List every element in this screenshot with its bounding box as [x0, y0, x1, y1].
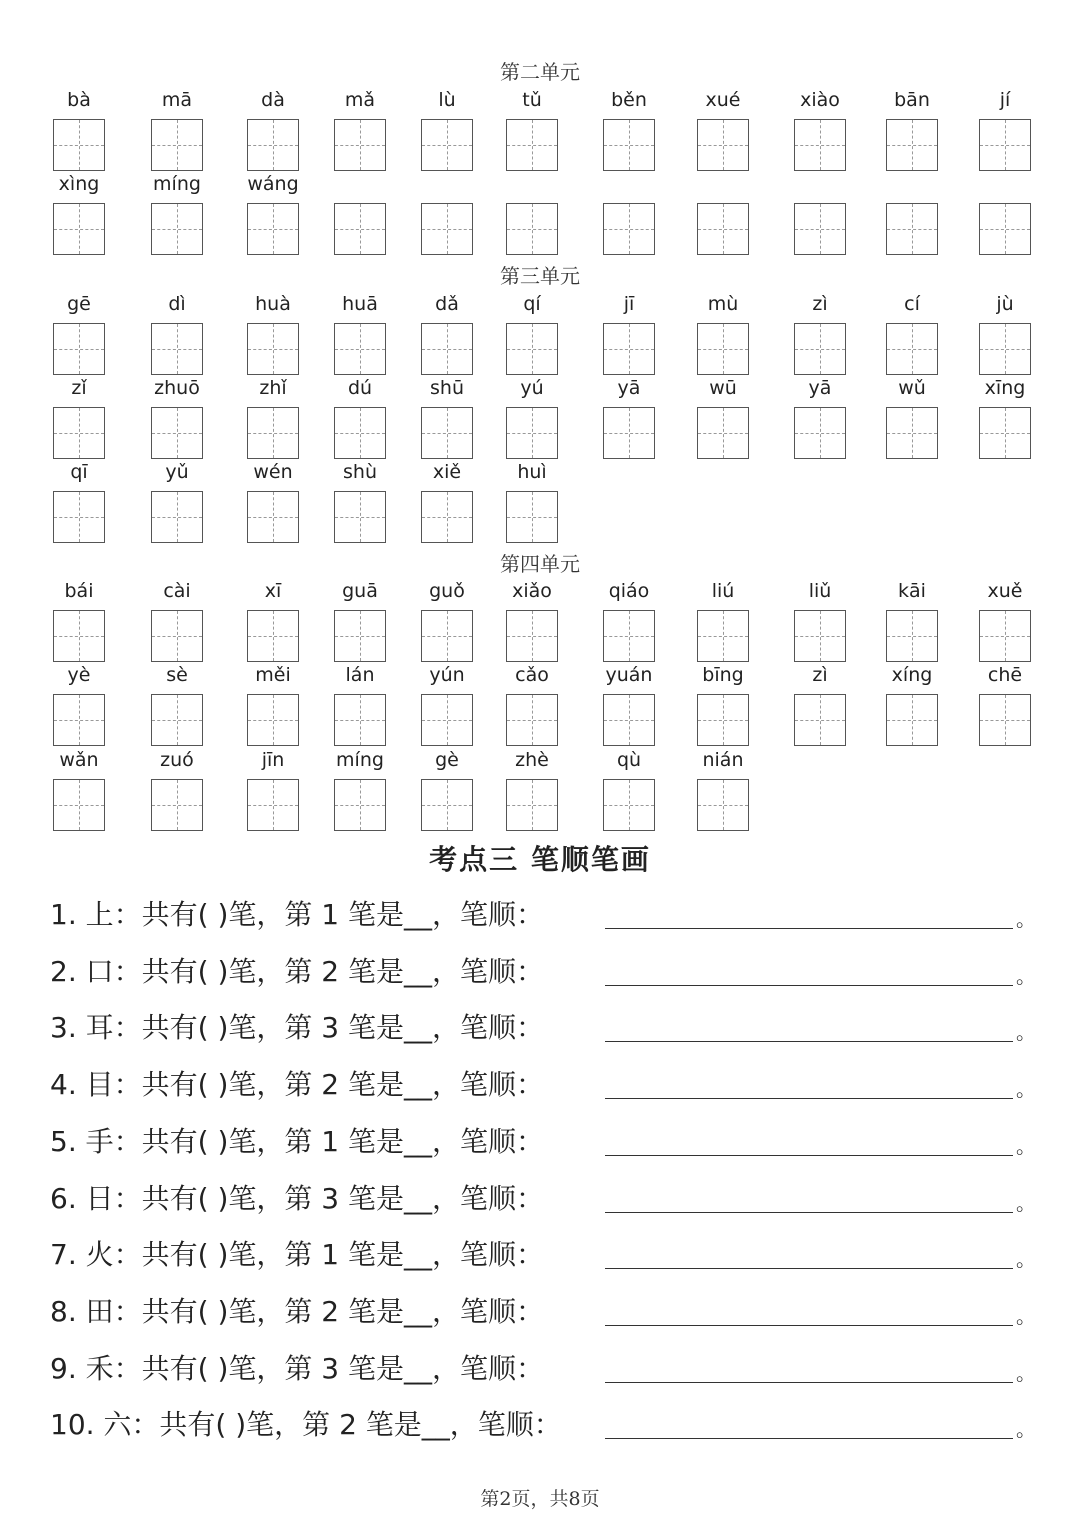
writing-box[interactable]	[421, 323, 473, 375]
writing-box[interactable]	[53, 203, 105, 255]
pinyin-label: dú	[347, 377, 373, 399]
pinyin-label: gè	[435, 749, 459, 771]
writing-box[interactable]	[794, 119, 846, 171]
writing-box[interactable]	[53, 119, 105, 171]
writing-box[interactable]	[506, 491, 558, 543]
writing-box[interactable]	[603, 694, 655, 746]
writing-box[interactable]	[506, 119, 558, 171]
writing-box[interactable]	[247, 779, 299, 831]
writing-box[interactable]	[979, 694, 1031, 746]
writing-box[interactable]	[421, 407, 473, 459]
pinyin-label: yǔ	[165, 461, 189, 483]
pinyin-label: yā	[617, 377, 641, 399]
pinyin-label: zhǐ	[259, 377, 287, 399]
writing-box[interactable]	[421, 610, 473, 662]
pinyin-label: bān	[894, 89, 930, 111]
writing-box[interactable]	[247, 491, 299, 543]
question-text: 1. 上：共有( )笔，第 1 笔是__，笔顺：	[50, 898, 544, 931]
pinyin-label: mā	[161, 89, 193, 111]
writing-box[interactable]	[603, 119, 655, 171]
writing-box[interactable]	[53, 323, 105, 375]
writing-box[interactable]	[53, 610, 105, 662]
pinyin-label: chē	[987, 664, 1023, 686]
pinyin-label: bà	[67, 89, 91, 111]
writing-box[interactable]	[697, 323, 749, 375]
writing-box[interactable]	[421, 203, 473, 255]
pinyin-label: běn	[611, 89, 647, 111]
pinyin-label: yú	[520, 377, 544, 399]
pinyin-label: wén	[253, 461, 293, 483]
page-footer: 第2页，共8页	[480, 1488, 600, 1510]
period: 。	[1016, 1247, 1036, 1272]
pinyin-label: dà	[261, 89, 285, 111]
pinyin-label: měi	[255, 664, 291, 686]
pinyin-label: cí	[904, 293, 920, 315]
pinyin-label: shù	[343, 461, 377, 483]
pinyin-label: dì	[168, 293, 186, 315]
period: 。	[1016, 1020, 1036, 1045]
period: 。	[1016, 1190, 1036, 1215]
answer-line[interactable]	[605, 1382, 1013, 1383]
pinyin-label: qiáo	[608, 580, 650, 602]
pinyin-label: wáng	[247, 173, 299, 195]
pinyin-label: wǔ	[898, 377, 926, 399]
pinyin-label: yún	[429, 664, 465, 686]
answer-line[interactable]	[605, 1212, 1013, 1213]
pinyin-label: qí	[523, 293, 541, 315]
period: 。	[1016, 1417, 1036, 1442]
writing-box[interactable]	[794, 323, 846, 375]
pinyin-label: bái	[64, 580, 94, 602]
period: 。	[1016, 1360, 1036, 1385]
writing-box[interactable]	[603, 610, 655, 662]
writing-box[interactable]	[53, 779, 105, 831]
pinyin-label: jí	[999, 89, 1011, 111]
pinyin-label: huà	[255, 293, 291, 315]
pinyin-label: dǎ	[435, 293, 459, 315]
writing-box[interactable]	[151, 610, 203, 662]
pinyin-label: xīng	[984, 377, 1026, 399]
writing-box[interactable]	[697, 407, 749, 459]
writing-box[interactable]	[979, 610, 1031, 662]
writing-box[interactable]	[979, 119, 1031, 171]
question-row	[50, 1292, 1036, 1332]
writing-box[interactable]	[334, 491, 386, 543]
pinyin-label: huā	[342, 293, 378, 315]
unit-title: 第二单元	[500, 60, 580, 84]
writing-box[interactable]	[794, 203, 846, 255]
pinyin-label: liǔ	[808, 580, 832, 602]
pinyin-label: mù	[707, 293, 739, 315]
writing-box[interactable]	[886, 610, 938, 662]
pinyin-label: jī	[623, 293, 635, 315]
writing-box[interactable]	[506, 694, 558, 746]
pinyin-label: liú	[711, 580, 735, 602]
writing-box[interactable]	[886, 119, 938, 171]
writing-box[interactable]	[334, 779, 386, 831]
pinyin-label: mǎ	[344, 89, 376, 111]
writing-box[interactable]	[421, 694, 473, 746]
writing-box[interactable]	[334, 203, 386, 255]
pinyin-label: xiě	[432, 461, 462, 483]
answer-line[interactable]	[605, 1098, 1013, 1099]
question-text: 5. 手：共有( )笔，第 1 笔是__，笔顺：	[50, 1124, 544, 1158]
writing-box[interactable]	[697, 119, 749, 171]
writing-box[interactable]	[151, 203, 203, 255]
writing-box[interactable]	[506, 610, 558, 662]
writing-box[interactable]	[506, 323, 558, 375]
writing-box[interactable]	[886, 694, 938, 746]
pinyin-label: zì	[812, 664, 828, 686]
pinyin-label: jīn	[261, 749, 285, 771]
answer-line[interactable]	[605, 1325, 1013, 1326]
writing-box[interactable]	[506, 779, 558, 831]
writing-box[interactable]	[247, 323, 299, 375]
writing-box[interactable]	[151, 491, 203, 543]
writing-box[interactable]	[247, 694, 299, 746]
pinyin-label: lán	[345, 664, 375, 686]
pinyin-label: yuán	[605, 664, 653, 686]
question-row	[50, 895, 1036, 935]
answer-line[interactable]	[605, 928, 1013, 929]
writing-box[interactable]	[603, 323, 655, 375]
writing-box[interactable]	[334, 323, 386, 375]
answer-line[interactable]	[605, 1041, 1013, 1042]
pinyin-label: wū	[709, 377, 737, 399]
writing-box[interactable]	[794, 407, 846, 459]
writing-box[interactable]	[421, 119, 473, 171]
period: 。	[1016, 907, 1036, 931]
writing-box[interactable]	[603, 203, 655, 255]
pinyin-label: xī	[264, 580, 282, 602]
pinyin-label: lù	[438, 89, 456, 111]
answer-line[interactable]	[605, 1155, 1013, 1156]
question-row	[50, 1405, 1036, 1445]
writing-box[interactable]	[334, 407, 386, 459]
unit-title: 第四单元	[500, 552, 580, 576]
pinyin-label: sè	[166, 664, 188, 686]
unit-title: 第三单元	[500, 264, 580, 288]
section-title: 考点三 笔顺笔画	[429, 843, 651, 876]
writing-box[interactable]	[247, 407, 299, 459]
writing-box[interactable]	[886, 203, 938, 255]
question-row	[50, 1349, 1036, 1389]
pinyin-label: xiǎo	[512, 580, 552, 602]
period: 。	[1016, 1303, 1036, 1328]
question-text: 3. 耳：共有( )笔，第 3 笔是__，笔顺：	[50, 1011, 544, 1045]
pinyin-label: shū	[430, 377, 464, 399]
pinyin-label: zuó	[160, 749, 194, 771]
writing-box[interactable]	[151, 323, 203, 375]
pinyin-label: zǐ	[71, 377, 87, 399]
question-text: 4. 目：共有( )笔，第 2 笔是__，笔顺：	[50, 1068, 544, 1102]
writing-box[interactable]	[506, 203, 558, 255]
question-row	[50, 1008, 1036, 1048]
writing-box[interactable]	[697, 694, 749, 746]
pinyin-label: xué	[705, 89, 741, 111]
writing-box[interactable]	[151, 779, 203, 831]
question-row	[50, 1122, 1036, 1162]
writing-box[interactable]	[151, 407, 203, 459]
pinyin-label: tǔ	[522, 89, 542, 111]
pinyin-label: yè	[67, 664, 91, 686]
writing-box[interactable]	[979, 407, 1031, 459]
writing-box[interactable]	[979, 203, 1031, 255]
pinyin-label: wǎn	[59, 749, 99, 771]
pinyin-label: guǒ	[429, 580, 465, 602]
pinyin-label: jù	[996, 293, 1014, 315]
answer-line[interactable]	[605, 985, 1013, 986]
pinyin-label: xíng	[891, 664, 933, 686]
pinyin-label: míng	[336, 749, 384, 771]
question-text: 9. 禾：共有( )笔，第 3 笔是__，笔顺：	[50, 1351, 544, 1385]
writing-box[interactable]	[151, 694, 203, 746]
writing-box[interactable]	[247, 610, 299, 662]
period: 。	[1016, 1077, 1036, 1102]
writing-box[interactable]	[334, 694, 386, 746]
pinyin-label: xuě	[987, 580, 1023, 602]
pinyin-label: zhè	[515, 749, 549, 771]
answer-line[interactable]	[605, 1268, 1013, 1269]
pinyin-label: nián	[702, 749, 744, 771]
writing-box[interactable]	[151, 119, 203, 171]
pinyin-label: zì	[812, 293, 828, 315]
pinyin-label: bīng	[702, 664, 744, 686]
question-row	[50, 952, 1036, 992]
pinyin-label: huì	[517, 461, 547, 483]
question-row	[50, 1179, 1036, 1219]
pinyin-label: qī	[70, 461, 88, 483]
answer-line[interactable]	[605, 1438, 1013, 1439]
question-row	[50, 1235, 1036, 1275]
writing-box[interactable]	[697, 779, 749, 831]
writing-box[interactable]	[886, 323, 938, 375]
writing-box[interactable]	[421, 779, 473, 831]
writing-box[interactable]	[53, 491, 105, 543]
pinyin-label: cǎo	[515, 664, 549, 686]
writing-box[interactable]	[53, 407, 105, 459]
pinyin-label: qù	[616, 749, 642, 771]
writing-box[interactable]	[506, 407, 558, 459]
pinyin-label: zhuō	[154, 377, 200, 399]
pinyin-label: míng	[153, 173, 201, 195]
period: 。	[1016, 1133, 1036, 1158]
pinyin-label: gē	[67, 293, 91, 315]
writing-box[interactable]	[979, 323, 1031, 375]
writing-box[interactable]	[794, 694, 846, 746]
writing-box[interactable]	[794, 610, 846, 662]
pinyin-label: xìng	[58, 173, 100, 195]
question-row	[50, 1065, 1036, 1105]
pinyin-label: kāi	[898, 580, 926, 602]
pinyin-label: xiào	[800, 89, 840, 111]
pinyin-label: guā	[342, 580, 378, 602]
writing-box[interactable]	[334, 610, 386, 662]
writing-box[interactable]	[247, 203, 299, 255]
writing-box[interactable]	[886, 407, 938, 459]
question-text: 6. 日：共有( )笔，第 3 笔是__，笔顺：	[50, 1181, 544, 1215]
writing-box[interactable]	[334, 119, 386, 171]
writing-box[interactable]	[247, 119, 299, 171]
pinyin-label: cài	[163, 580, 191, 602]
writing-box[interactable]	[603, 407, 655, 459]
writing-box[interactable]	[697, 203, 749, 255]
question-text: 7. 火：共有( )笔，第 1 笔是__，笔顺：	[50, 1238, 544, 1272]
writing-box[interactable]	[53, 694, 105, 746]
question-text: 2. 口：共有( )笔，第 2 笔是__，笔顺：	[50, 954, 544, 988]
question-text: 8. 田：共有( )笔，第 2 笔是__，笔顺：	[50, 1294, 544, 1328]
writing-box[interactable]	[421, 491, 473, 543]
writing-box[interactable]	[697, 610, 749, 662]
pinyin-label: yā	[808, 377, 832, 399]
question-text: 10. 六：共有( )笔，第 2 笔是__，笔顺：	[50, 1408, 562, 1442]
writing-box[interactable]	[603, 779, 655, 831]
period: 。	[1016, 963, 1036, 988]
